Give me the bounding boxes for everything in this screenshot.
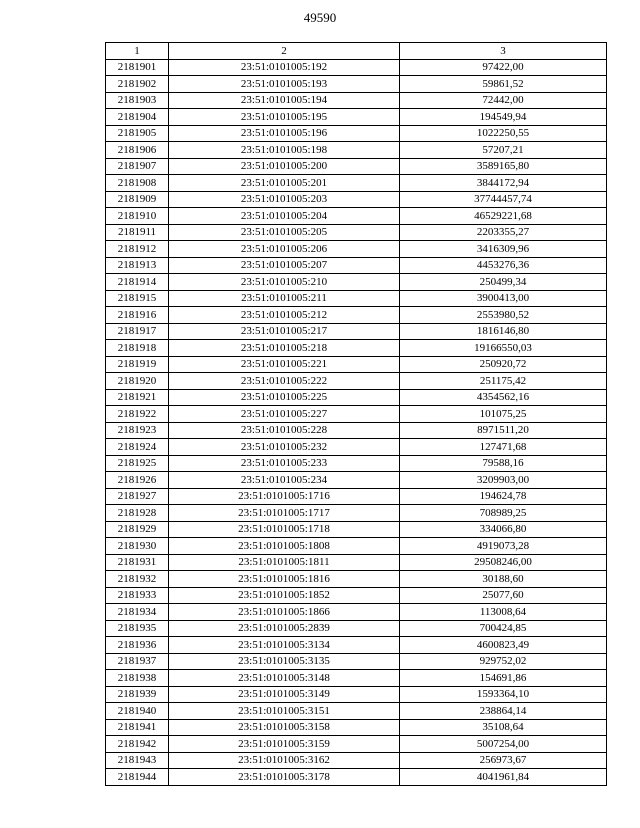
cadastral-number-cell: 23:51:0101005:221: [169, 356, 400, 373]
value-cell: 4600823,49: [400, 637, 607, 654]
cadastral-number-cell: 23:51:0101005:3158: [169, 719, 400, 736]
cadastral-number-cell: 23:51:0101005:1718: [169, 521, 400, 538]
value-cell: 4354562,16: [400, 389, 607, 406]
row-id-cell: 2181943: [106, 752, 169, 769]
value-cell: 19166550,03: [400, 340, 607, 357]
cadastral-number-cell: 23:51:0101005:210: [169, 274, 400, 291]
table-row: [106, 373, 607, 390]
table-row: [106, 175, 607, 192]
value-cell: 37744457,74: [400, 191, 607, 208]
cadastral-number-cell: 23:51:0101005:3135: [169, 653, 400, 670]
row-id-cell: 2181927: [106, 488, 169, 505]
table-row: [106, 290, 607, 307]
column-header: 3: [400, 43, 607, 60]
cadastral-number-cell: 23:51:0101005:1811: [169, 554, 400, 571]
cadastral-number-cell: 23:51:0101005:222: [169, 373, 400, 390]
cadastral-number-cell: 23:51:0101005:1808: [169, 538, 400, 555]
table-header-row: [106, 43, 607, 60]
cadastral-number-cell: 23:51:0101005:3151: [169, 703, 400, 720]
cadastral-number-cell: 23:51:0101005:232: [169, 439, 400, 456]
row-id-cell: 2181907: [106, 158, 169, 175]
cadastral-number-cell: 23:51:0101005:3178: [169, 769, 400, 786]
table-row: [106, 142, 607, 159]
cadastral-number-cell: 23:51:0101005:203: [169, 191, 400, 208]
value-cell: 251175,42: [400, 373, 607, 390]
row-id-cell: 2181906: [106, 142, 169, 159]
cadastral-number-cell: 23:51:0101005:1716: [169, 488, 400, 505]
row-id-cell: 2181916: [106, 307, 169, 324]
row-id-cell: 2181921: [106, 389, 169, 406]
table-row: [106, 620, 607, 637]
cadastral-number-cell: 23:51:0101005:3149: [169, 686, 400, 703]
value-cell: 3416309,96: [400, 241, 607, 258]
table-row: [106, 208, 607, 225]
value-cell: 4041961,84: [400, 769, 607, 786]
cadastral-number-cell: 23:51:0101005:225: [169, 389, 400, 406]
table-row: [106, 340, 607, 357]
table-row: [106, 158, 607, 175]
cadastral-number-cell: 23:51:0101005:1852: [169, 587, 400, 604]
value-cell: 194549,94: [400, 109, 607, 126]
row-id-cell: 2181901: [106, 59, 169, 76]
table-row: [106, 670, 607, 687]
table-row: [106, 406, 607, 423]
cadastral-number-cell: 23:51:0101005:212: [169, 307, 400, 324]
value-cell: 2553980,52: [400, 307, 607, 324]
row-id-cell: 2181915: [106, 290, 169, 307]
table-row: [106, 538, 607, 555]
cadastral-number-cell: 23:51:0101005:1816: [169, 571, 400, 588]
value-cell: 1816146,80: [400, 323, 607, 340]
row-id-cell: 2181903: [106, 92, 169, 109]
table-row: [106, 571, 607, 588]
table-row: [106, 719, 607, 736]
cadastral-number-cell: 23:51:0101005:3162: [169, 752, 400, 769]
value-cell: 1593364,10: [400, 686, 607, 703]
column-header: 1: [106, 43, 169, 60]
cadastral-number-cell: 23:51:0101005:3159: [169, 736, 400, 753]
table-row: [106, 191, 607, 208]
value-cell: 3844172,94: [400, 175, 607, 192]
value-cell: 46529221,68: [400, 208, 607, 225]
table-row: [106, 686, 607, 703]
value-cell: 113008,64: [400, 604, 607, 621]
cadastral-number-cell: 23:51:0101005:207: [169, 257, 400, 274]
cadastral-number-cell: 23:51:0101005:234: [169, 472, 400, 489]
cadastral-number-cell: 23:51:0101005:3134: [169, 637, 400, 654]
value-cell: 29508246,00: [400, 554, 607, 571]
row-id-cell: 2181944: [106, 769, 169, 786]
cadastral-number-cell: 23:51:0101005:2839: [169, 620, 400, 637]
value-cell: 238864,14: [400, 703, 607, 720]
table-row: [106, 637, 607, 654]
value-cell: 30188,60: [400, 571, 607, 588]
row-id-cell: 2181929: [106, 521, 169, 538]
cadastral-number-cell: 23:51:0101005:211: [169, 290, 400, 307]
value-cell: 334066,80: [400, 521, 607, 538]
value-cell: 127471,68: [400, 439, 607, 456]
table-row: [106, 472, 607, 489]
cadastral-number-cell: 23:51:0101005:192: [169, 59, 400, 76]
table-row: [106, 422, 607, 439]
value-cell: 101075,25: [400, 406, 607, 423]
row-id-cell: 2181939: [106, 686, 169, 703]
page-number: 49590: [303, 10, 337, 25]
row-id-cell: 2181913: [106, 257, 169, 274]
table-row: [106, 455, 607, 472]
table-row: [106, 241, 607, 258]
cadastral-number-cell: 23:51:0101005:227: [169, 406, 400, 423]
row-id-cell: 2181924: [106, 439, 169, 456]
row-id-cell: 2181923: [106, 422, 169, 439]
row-id-cell: 2181918: [106, 340, 169, 357]
row-id-cell: 2181909: [106, 191, 169, 208]
row-id-cell: 2181911: [106, 224, 169, 241]
row-id-cell: 2181937: [106, 653, 169, 670]
value-cell: 35108,64: [400, 719, 607, 736]
value-cell: 4919073,28: [400, 538, 607, 555]
table-row: [106, 604, 607, 621]
cadastral-number-cell: 23:51:0101005:3148: [169, 670, 400, 687]
cadastral-number-cell: 23:51:0101005:201: [169, 175, 400, 192]
table-row: [106, 769, 607, 786]
table-row: [106, 439, 607, 456]
table-row: [106, 76, 607, 93]
row-id-cell: 2181930: [106, 538, 169, 555]
value-cell: 700424,85: [400, 620, 607, 637]
cadastral-number-cell: 23:51:0101005:200: [169, 158, 400, 175]
row-id-cell: 2181931: [106, 554, 169, 571]
table-row: [106, 274, 607, 291]
value-cell: 79588,16: [400, 455, 607, 472]
row-id-cell: 2181926: [106, 472, 169, 489]
row-id-cell: 2181934: [106, 604, 169, 621]
table-body: [106, 43, 607, 786]
value-cell: 4453276,36: [400, 257, 607, 274]
table-row: [106, 224, 607, 241]
table-row: [106, 356, 607, 373]
value-cell: 59861,52: [400, 76, 607, 93]
row-id-cell: 2181908: [106, 175, 169, 192]
cadastral-number-cell: 23:51:0101005:195: [169, 109, 400, 126]
row-id-cell: 2181935: [106, 620, 169, 637]
table-row: [106, 125, 607, 142]
value-cell: 3900413,00: [400, 290, 607, 307]
cadastral-number-cell: 23:51:0101005:206: [169, 241, 400, 258]
value-cell: 250920,72: [400, 356, 607, 373]
row-id-cell: 2181932: [106, 571, 169, 588]
table-row: [106, 505, 607, 522]
value-cell: 8971511,20: [400, 422, 607, 439]
table-row: [106, 752, 607, 769]
column-header: 2: [169, 43, 400, 60]
value-cell: 25077,60: [400, 587, 607, 604]
cadastral-number-cell: 23:51:0101005:198: [169, 142, 400, 159]
cadastral-number-cell: 23:51:0101005:1866: [169, 604, 400, 621]
table-row: [106, 653, 607, 670]
table-row: [106, 521, 607, 538]
cadastral-number-cell: 23:51:0101005:1717: [169, 505, 400, 522]
row-id-cell: 2181920: [106, 373, 169, 390]
value-cell: 3589165,80: [400, 158, 607, 175]
row-id-cell: 2181933: [106, 587, 169, 604]
value-cell: 3209903,00: [400, 472, 607, 489]
row-id-cell: 2181917: [106, 323, 169, 340]
cadastral-number-cell: 23:51:0101005:218: [169, 340, 400, 357]
row-id-cell: 2181942: [106, 736, 169, 753]
table-row: [106, 389, 607, 406]
row-id-cell: 2181914: [106, 274, 169, 291]
table-row: [106, 109, 607, 126]
table-row: [106, 587, 607, 604]
value-cell: 250499,34: [400, 274, 607, 291]
row-id-cell: 2181941: [106, 719, 169, 736]
value-cell: 708989,25: [400, 505, 607, 522]
row-id-cell: 2181904: [106, 109, 169, 126]
cadastral-number-cell: 23:51:0101005:204: [169, 208, 400, 225]
value-cell: 97422,00: [400, 59, 607, 76]
table-row: [106, 703, 607, 720]
value-cell: 5007254,00: [400, 736, 607, 753]
value-cell: 57207,21: [400, 142, 607, 159]
value-cell: 194624,78: [400, 488, 607, 505]
table-row: [106, 257, 607, 274]
value-cell: 256973,67: [400, 752, 607, 769]
row-id-cell: 2181905: [106, 125, 169, 142]
cadastral-number-cell: 23:51:0101005:196: [169, 125, 400, 142]
cadastral-number-cell: 23:51:0101005:193: [169, 76, 400, 93]
value-cell: 154691,86: [400, 670, 607, 687]
cadastral-number-cell: 23:51:0101005:228: [169, 422, 400, 439]
table-row: [106, 554, 607, 571]
cadastral-number-cell: 23:51:0101005:217: [169, 323, 400, 340]
cadastral-number-cell: 23:51:0101005:233: [169, 455, 400, 472]
row-id-cell: 2181936: [106, 637, 169, 654]
table-row: [106, 307, 607, 324]
row-id-cell: 2181922: [106, 406, 169, 423]
table-row: [106, 323, 607, 340]
row-id-cell: 2181925: [106, 455, 169, 472]
row-id-cell: 2181928: [106, 505, 169, 522]
row-id-cell: 2181938: [106, 670, 169, 687]
value-cell: 929752,02: [400, 653, 607, 670]
value-cell: 1022250,55: [400, 125, 607, 142]
value-cell: 72442,00: [400, 92, 607, 109]
row-id-cell: 2181910: [106, 208, 169, 225]
row-id-cell: 2181919: [106, 356, 169, 373]
data-table: [105, 42, 607, 786]
table-row: [106, 736, 607, 753]
row-id-cell: 2181902: [106, 76, 169, 93]
table-row: [106, 92, 607, 109]
value-cell: 2203355,27: [400, 224, 607, 241]
cadastral-number-cell: 23:51:0101005:194: [169, 92, 400, 109]
row-id-cell: 2181912: [106, 241, 169, 258]
table-row: [106, 59, 607, 76]
cadastral-number-cell: 23:51:0101005:205: [169, 224, 400, 241]
row-id-cell: 2181940: [106, 703, 169, 720]
table-row: [106, 488, 607, 505]
